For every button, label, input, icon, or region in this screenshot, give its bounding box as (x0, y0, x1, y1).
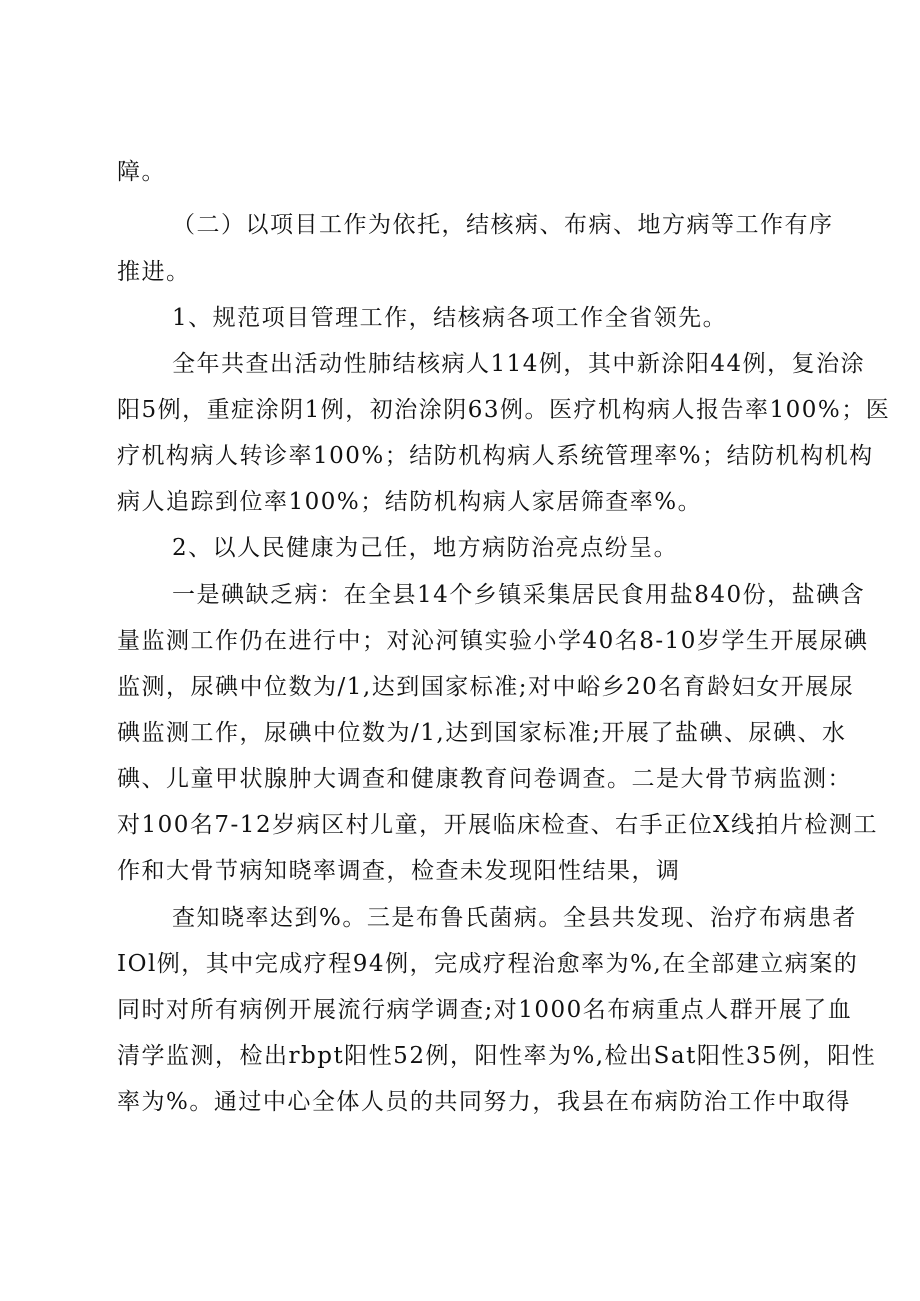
text-line-19: 同时对所有病例开展流行病学调查;对1000名布病重点人群开展了血 (117, 997, 853, 1023)
text-line-7: 疗机构病人转诊率100%；结防机构病人系统管理率%；结防机构机构 (117, 443, 874, 469)
text-line-10: 一是碘缺乏病：在全县14个乡镇采集居民食用盐840份，盐碘含 (172, 582, 866, 608)
text-line-18: IOl例，其中完成疗程94例，完成疗程治愈率为%,在全部建立病案的 (117, 951, 859, 977)
text-line-5: 全年共查出活动性肺结核病人114例，其中新涂阳44例，复治涂 (172, 351, 866, 377)
text-line-8: 病人追踪到位率100%；结防机构病人家居筛查率%。 (117, 489, 703, 515)
subheading-1: 1、规范项目管理工作，结核病各项工作全省领先。 (172, 305, 728, 331)
text-line-20: 清学监测，检出rbpt阳性52例，阳性率为%,检出Sat阳性35例，阳性 (117, 1043, 877, 1069)
text-line-1: 障。 (117, 159, 166, 185)
text-line-12: 监测，尿碘中位数为/1,达到国家标准;对中峪乡20名育龄妇女开展尿 (117, 674, 855, 700)
text-line-21: 率为%。通过中心全体人员的共同努力，我县在布病防治工作中取得 (117, 1089, 851, 1115)
text-line-6: 阳5例，重症涂阴1例，初治涂阴63例。医疗机构病人报告率100%；医 (117, 397, 891, 423)
section-heading-2: （二）以项目工作为依托，结核病、布病、地方病等工作有序 (172, 212, 834, 238)
text-line-13: 碘监测工作，尿碘中位数为/1,达到国家标准;开展了盐碘、尿碘、水 (117, 720, 847, 746)
subheading-2: 2、以人民健康为己任，地方病防治亮点纷呈。 (172, 535, 679, 561)
text-line-17: 查知晓率达到%。三是布鲁氏菌病。全县共发现、治疗布病患者 (172, 905, 857, 931)
text-line-16: 作和大骨节病知晓率调查，检查未发现阳性结果，调 (117, 858, 681, 884)
text-line-3: 推进。 (117, 259, 191, 285)
text-line-11: 量监测工作仍在进行中；对沁河镇实验小学40名8-10岁学生开展尿碘 (117, 628, 869, 654)
text-line-15: 对100名7-12岁病区村儿童，开展临床检查、右手正位X线拍片检测工 (117, 812, 878, 838)
text-line-14: 碘、儿童甲状腺肿大调查和健康教育问卷调查。二是大骨节病监测： (117, 766, 852, 792)
